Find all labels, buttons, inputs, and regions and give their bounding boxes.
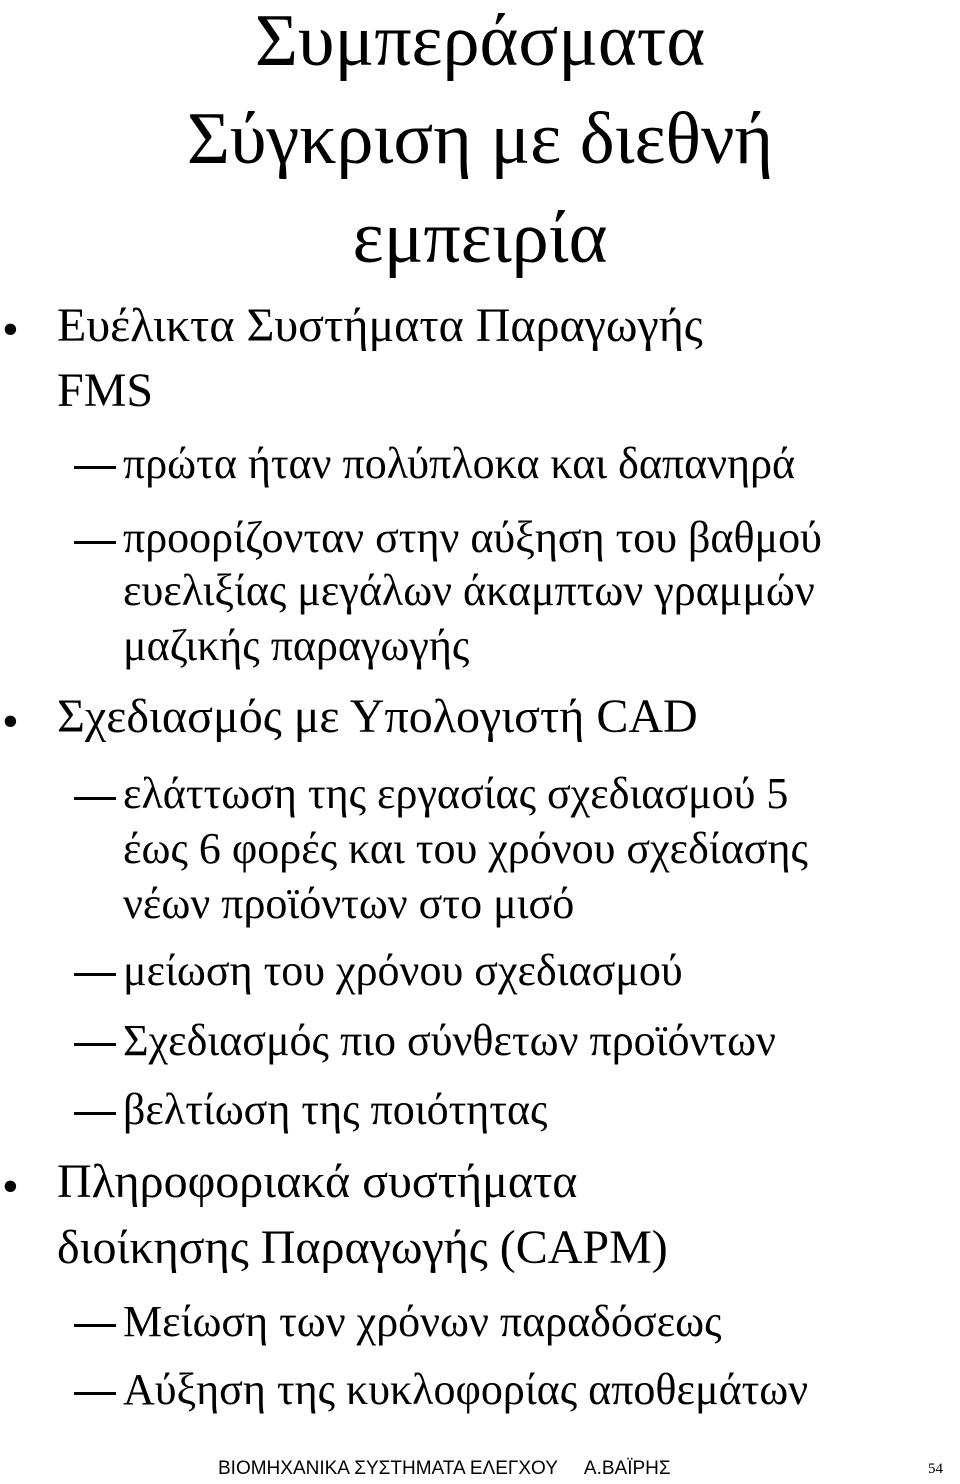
dash-marker <box>74 1324 116 1327</box>
sub-item: έως 6 φορές και του χρόνου σχεδίασης <box>123 824 808 873</box>
dash-marker <box>74 1392 116 1395</box>
bullet-dot: • <box>2 303 19 356</box>
sub-item: βελτίωση της ποιότητας <box>123 1085 548 1134</box>
sub-item: Μείωση των χρόνων παραδόσεως <box>123 1297 722 1346</box>
page-number: 54 <box>928 1461 943 1477</box>
dash-marker <box>74 1043 116 1046</box>
sub-item: Σχεδιασμός πιο σύνθετων προϊόντων <box>123 1016 776 1065</box>
footer-course: ΒΙΟΜΗΧΑΝΙΚΑ ΣΥΣΤΗΜΑΤΑ ΕΛΕΓΧΟΥ <box>218 1458 558 1479</box>
sub-item: μαζικής παραγωγής <box>123 621 470 670</box>
sub-item: προορίζονταν στην αύξηση του βαθμού <box>123 513 822 562</box>
bullet-dot: • <box>2 1160 19 1213</box>
sub-item: νέων προϊόντων στο μισό <box>123 879 575 928</box>
dash-marker <box>74 973 116 976</box>
section-heading: διοίκησης Παραγωγής (CAPM) <box>57 1221 668 1274</box>
slide-title-line-1: Συμπεράσματα <box>254 0 706 82</box>
dash-marker <box>74 1112 116 1115</box>
slide-title-line-3: εμπειρία <box>352 197 608 279</box>
dash-marker <box>74 466 116 469</box>
sub-item: πρώτα ήταν πολύπλοκα και δαπανηρά <box>123 439 796 488</box>
sub-item: ελάττωση της εργασίας σχεδιασμού 5 <box>123 769 789 818</box>
section-heading: Σχεδιασμός με Υπολογιστή CAD <box>57 690 698 743</box>
sub-item: ευελιξίας μεγάλων άκαμπτων γραμμών <box>123 566 815 615</box>
section-heading: FMS <box>57 364 154 417</box>
sub-item: Αύξηση της κυκλοφορίας αποθεμάτων <box>123 1365 809 1414</box>
section-heading: Ευέλικτα Συστήματα Παραγωγής <box>57 299 703 352</box>
section-heading: Πληροφοριακά συστήματα <box>57 1155 578 1208</box>
sub-item: μείωση του χρόνου σχεδιασμού <box>123 946 683 995</box>
dash-marker <box>74 797 116 800</box>
bullet-dot: • <box>2 695 19 748</box>
footer-author: Α.ΒΑΪΡΗΣ <box>583 1458 671 1479</box>
slide-footer <box>218 1459 671 1478</box>
slide-title-line-2: Σύγκριση με διεθνή <box>186 98 774 180</box>
dash-marker <box>74 541 116 544</box>
